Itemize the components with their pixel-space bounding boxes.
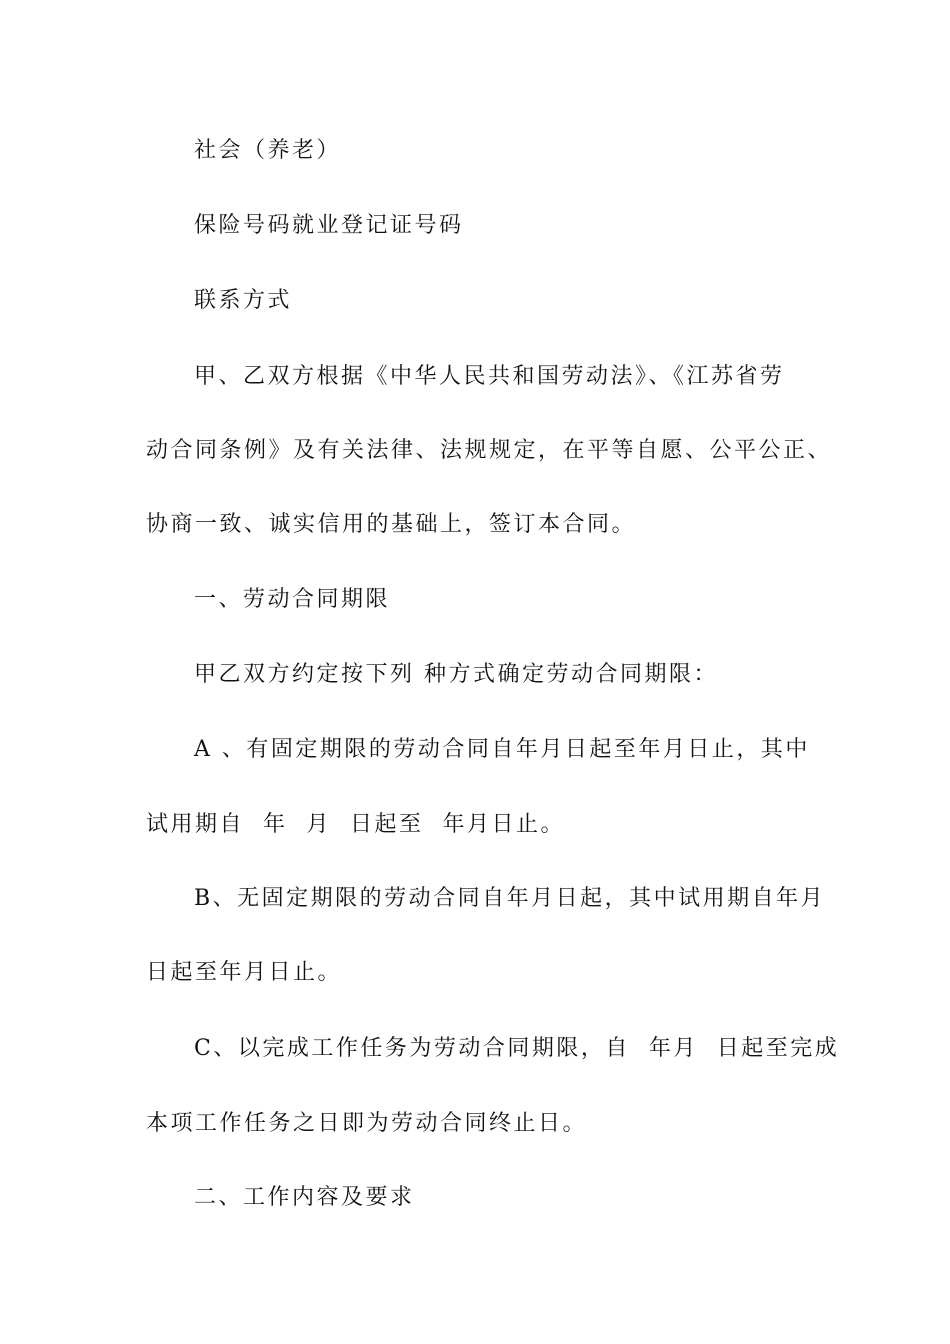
field-contact: 联系方式: [194, 288, 293, 313]
field-social-insurance: 社会（养老）: [194, 138, 342, 163]
option-c-line-1: C、以完成工作任务为劳动合同期限，自 年月 日起至完成: [194, 1036, 840, 1061]
option-a-line-1: A 、有固定期限的劳动合同自年月日起至年月日止，其中: [194, 737, 810, 762]
field-insurance-employment-number: 保险号码就业登记证号码: [194, 213, 464, 238]
section-heading-contract-term: 一、劳动合同期限: [194, 587, 391, 612]
section-heading-work-content: 二、工作内容及要求: [194, 1185, 415, 1210]
preamble-line-2: 动合同条例》及有关法律、法规规定，在平等自愿、公平公正、: [146, 438, 833, 463]
option-a-line-2: 试用期自 年 月 日起至 年月日止。: [146, 812, 565, 837]
option-c-line-2: 本项工作任务之日即为劳动合同终止日。: [146, 1111, 588, 1136]
option-b-line-1: B、无固定期限的劳动合同自年月日起，其中试用期自年月: [194, 886, 826, 911]
preamble-line-3: 协商一致、诚实信用的基础上，签订本合同。: [146, 512, 637, 537]
option-b-line-2: 日起至年月日止。: [146, 960, 343, 985]
preamble-line-1: 甲、乙双方根据《中华人民共和国劳动法》、《江苏省劳: [194, 364, 785, 389]
term-method-paragraph: 甲乙双方约定按下列 种方式确定劳动合同期限：: [194, 662, 718, 687]
